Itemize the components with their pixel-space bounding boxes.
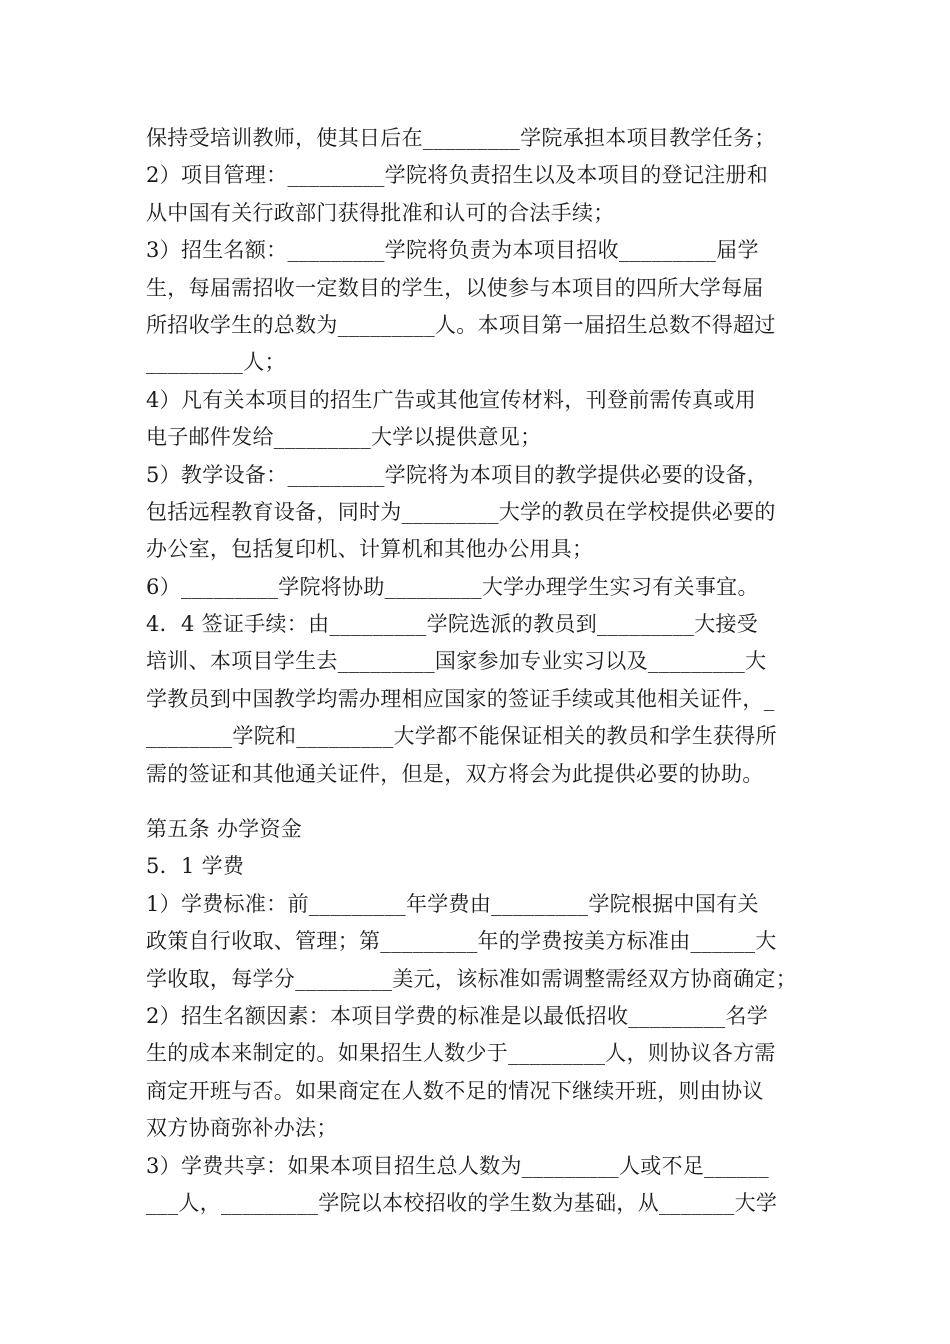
text-line: 培训、本项目学生去_________国家参加专业实习以及_________大 <box>146 649 767 674</box>
text-line: 所招收学生的总数为_________人。本项目第一届招生总数不得超过 <box>146 312 776 337</box>
text-line: 4）凡有关本项目的招生广告或其他宣传材料，刊登前需传真或用 <box>146 387 757 412</box>
text-line: 需的签证和其他通关证件，但是，双方将会为此提供必要的协助。 <box>146 761 764 786</box>
text-line: 包括远程教育设备，同时为_________大学的教员在学校提供必要的 <box>146 499 776 524</box>
text-line: ________学院和_________大学都不能保证相关的教员和学生获得所 <box>146 724 777 749</box>
text-line: 政策自行收取、管理；第_________年的学费按美方标准由______大 <box>146 929 777 954</box>
text-line: 2）项目管理：_________学院将负责招生以及本项目的登记注册和 <box>146 163 769 188</box>
text-line: 商定开班与否。如果商定在人数不足的情况下继续开班，则由协议 <box>146 1078 764 1103</box>
text-line: 5．1 学费 <box>146 854 245 879</box>
text-line: 双方协商弥补办法； <box>146 1116 338 1141</box>
text-line: 生的成本来制定的。如果招生人数少于_________人，则协议各方需 <box>146 1041 776 1066</box>
text-line: 生，每届需招收一定数目的学生，以使参与本项目的四所大学每届 <box>146 275 764 300</box>
document-page <box>146 120 816 1222</box>
text-line: 2）招生名额因素：本项目学费的标准是以最低招收_________名学 <box>146 1003 769 1028</box>
text-line: 1）学费标准：前_________年学费由_________学院根据中国有关 <box>146 891 759 916</box>
text-line: ___人，_________学院以本校招收的学生数为基础，从_______大学 <box>146 1190 778 1215</box>
text-line: 6）_________学院将协助_________大学办理学生实习有关事宜。 <box>146 574 759 599</box>
text-line: 学收取，每学分_________美元，该标准如需调整需经双方协商确定； <box>146 966 797 991</box>
text-line: 办公室，包括复印机、计算机和其他办公用具； <box>146 537 594 562</box>
text-line: 3）学费共享：如果本项目招生总人数为_________人或不足______ <box>146 1153 769 1178</box>
section-heading: 第五条 办学资金 <box>146 817 303 842</box>
text-line: 学教员到中国教学均需办理相应国家的签证手续或其他相关证件，_ <box>146 686 775 711</box>
text-line: 从中国有关行政部门获得批准和认可的合法手续； <box>146 200 615 225</box>
text-line: 3）招生名额：_________学院将负责为本项目招收_________届学 <box>146 238 759 263</box>
text-line: _________人； <box>146 350 286 375</box>
text-line: 4．4 签证手续：由_________学院选派的教员到_________大接受 <box>146 612 759 637</box>
text-line: 5）教学设备：_________学院将为本项目的教学提供必要的设备， <box>146 462 769 487</box>
text-line: 电子邮件发给_________大学以提供意见； <box>146 425 542 450</box>
text-line: 保持受培训教师，使其日后在_________学院承担本项目教学任务； <box>146 126 776 150</box>
paragraph-gap <box>146 793 816 811</box>
